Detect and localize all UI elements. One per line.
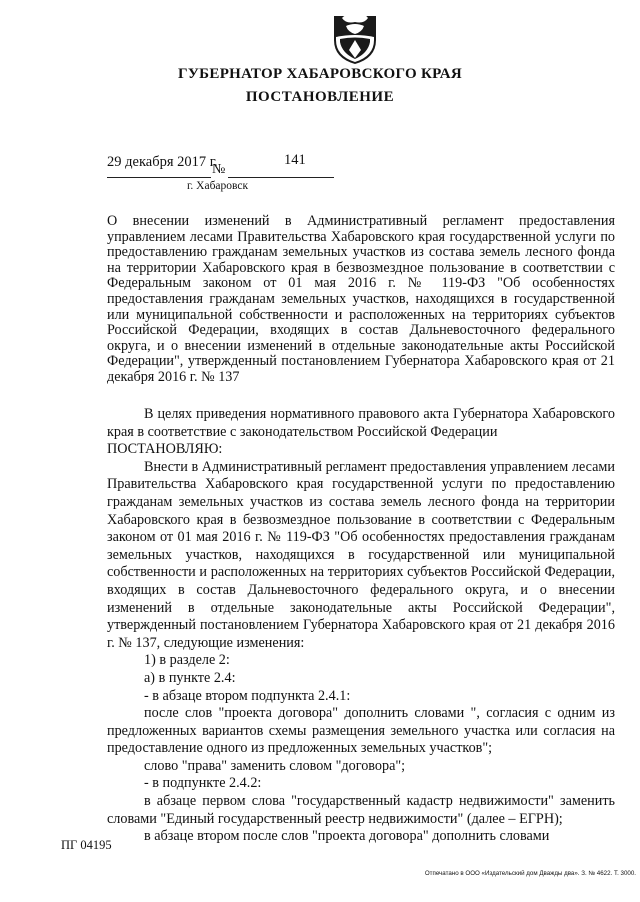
date-underline (107, 177, 211, 178)
body-paragraph: в абзаце первом слова "государственный кадастр недвижимости" заменить словами "Единый государственный реестр недвижимости" (далее – ЕГРН); (107, 793, 615, 827)
body-paragraph: 1) в разделе 2: (144, 652, 230, 669)
document-number: 141 (284, 152, 306, 168)
khabarovsk-coat-of-arms-icon (328, 6, 382, 66)
body-paragraph: - в подпункте 2.4.2: (144, 775, 262, 792)
preamble-paragraph: В целях приведения нормативного правового акта Губернатора Хабаровского края в соответствие с законодательством Российской Федерации (107, 406, 615, 440)
document-type-title: ПОСТАНОВЛЕНИЕ (245, 89, 395, 105)
body-paragraph: Внести в Административный регламент предоставления управлением лесами Правительства Хабаровского края государственной услуги по предоставлению гражданам земельных участков из состава земель лесного фонда на территории Хабаровского края в безвозмездное пользование в соответствии с Федеральным законом от 01 мая 2016 г. № 119-ФЗ "Об особенностях предоставления гражданам земельных участков, находящихся в государственной или муниципальной собственности и расположенных на территориях субъектов Российской Федерации, входящих в состав Дальневосточного федерального округа, и о внесении изменений в отдельные законодательные акты Российской Федерации", утвержденный постановлением Губернатора Хабаровского края от 21 декабря 2016 г. № 137, следующие изменения: (107, 458, 615, 651)
body-paragraph: а) в пункте 2.4: (144, 669, 236, 686)
form-code: ПГ 04195 (61, 838, 112, 852)
document-subject: О внесении изменений в Административный регламент предоставления управлением лесами Правительства Хабаровского края государственной услуги по предоставлению гражданам земельных участков из состава земель лесного фонда на территории Хабаровского края в безвозмездное пользование в соответствии с Федеральным законом от 01 мая 2016 г. № 119-ФЗ "Об особенностях предоставления гражданам земельных участков, находящихся в государственной или муниципальной собственности и расположенных на территориях субъектов Российской Федерации, входящих в состав Дальневосточного федерального округа, и о внесении изменений в отдельные законодательные акты Российской Федерации", утвержденный постановлением Губернатора Хабаровского края от 21 декабря 2016 г. № 137 (107, 213, 615, 385)
document-body (107, 406, 615, 846)
number-label: № (212, 162, 226, 177)
body-paragraph: слово "права" заменить словом "договора"; (144, 757, 406, 774)
issuing-authority: ГУБЕРНАТОР ХАБАРОВСКОГО КРАЯ (178, 66, 462, 82)
resolve-heading: ПОСТАНОВЛЯЮ: (107, 441, 223, 458)
body-paragraph: после слов "проекта договора" дополнить словами ", согласия с одним из предложенных вариантов схемы размещения земельного участка или согласия на предоставление одного из предложенных земельных участков"; (107, 705, 615, 757)
number-underline (228, 177, 334, 178)
printer-imprint: Отпечатано в ООО «Издательский дом Дважды два». З. № 4622. Т. 3000. (424, 870, 636, 877)
document-date: 29 декабря 2017 г. (107, 154, 218, 170)
document-city: г. Хабаровск (187, 180, 249, 192)
body-paragraph: - в абзаце втором подпункта 2.4.1: (144, 687, 351, 704)
body-paragraph: в абзаце втором после слов "проекта договора" дополнить словами (144, 828, 550, 845)
